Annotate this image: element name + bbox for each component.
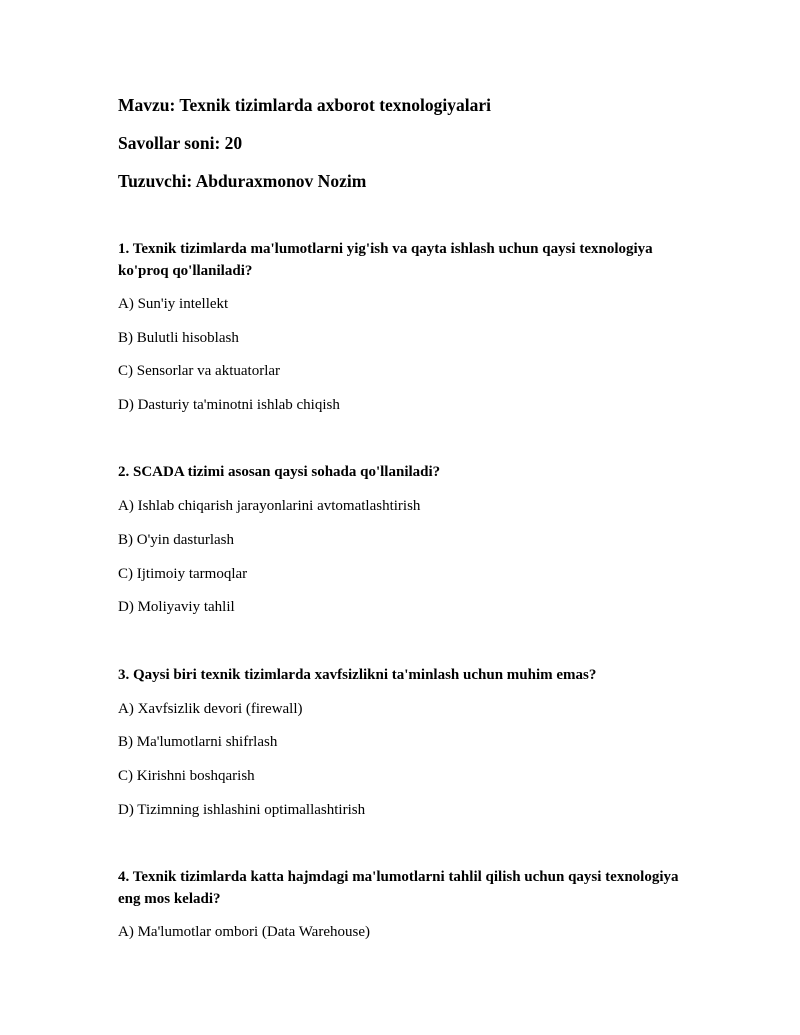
question-1-option-c: C) Sensorlar va aktuatorlar (118, 363, 281, 379)
question-3-option-a: A) Xavfsizlik devori (firewall) (118, 701, 303, 717)
question-4-text: 4. Texnik tizimlarda katta hajmdagi ma'lumotlarni tahlil qilish uchun qaysi texnologiya eng mos keladi? (118, 869, 679, 907)
question-3-option-b: B) Ma'lumotlarni shifrlash (118, 734, 278, 750)
topic-title: Mavzu: Texnik tizimlarda axborot texnologiyalari (118, 95, 492, 115)
question-1-text: 1. Texnik tizimlarda ma'lumotlarni yig'ish va qayta ishlash uchun qaysi texnologiya ko'proq qo'llaniladi? (118, 241, 653, 279)
question-1-option-a: A) Sun'iy intellekt (118, 296, 229, 312)
question-3-option-c: C) Kirishni boshqarish (118, 768, 255, 784)
question-2-option-b: B) O'yin dasturlash (118, 532, 235, 548)
question-4-option-a: A) Ma'lumotlar ombori (Data Warehouse) (118, 924, 370, 940)
question-count: Savollar soni: 20 (118, 133, 243, 153)
question-1-option-d: D) Dasturiy ta'minotni ishlab chiqish (118, 397, 340, 413)
author-line: Tuzuvchi: Abduraxmonov Nozim (118, 171, 367, 191)
question-2-option-a: A) Ishlab chiqarish jarayonlarini avtomatlashtirish (118, 498, 421, 514)
question-2-text: 2. SCADA tizimi asosan qaysi sohada qo'llaniladi? (118, 464, 441, 480)
question-1-option-b: B) Bulutli hisoblash (118, 330, 239, 346)
question-3-option-d: D) Tizimning ishlashini optimallashtirish (118, 802, 366, 818)
question-3-text: 3. Qaysi biri texnik tizimlarda xavfsizlikni ta'minlash uchun muhim emas? (118, 667, 597, 683)
question-2-option-d: D) Moliyaviy tahlil (118, 599, 235, 615)
question-2-option-c: C) Ijtimoiy tarmoqlar (118, 566, 248, 582)
